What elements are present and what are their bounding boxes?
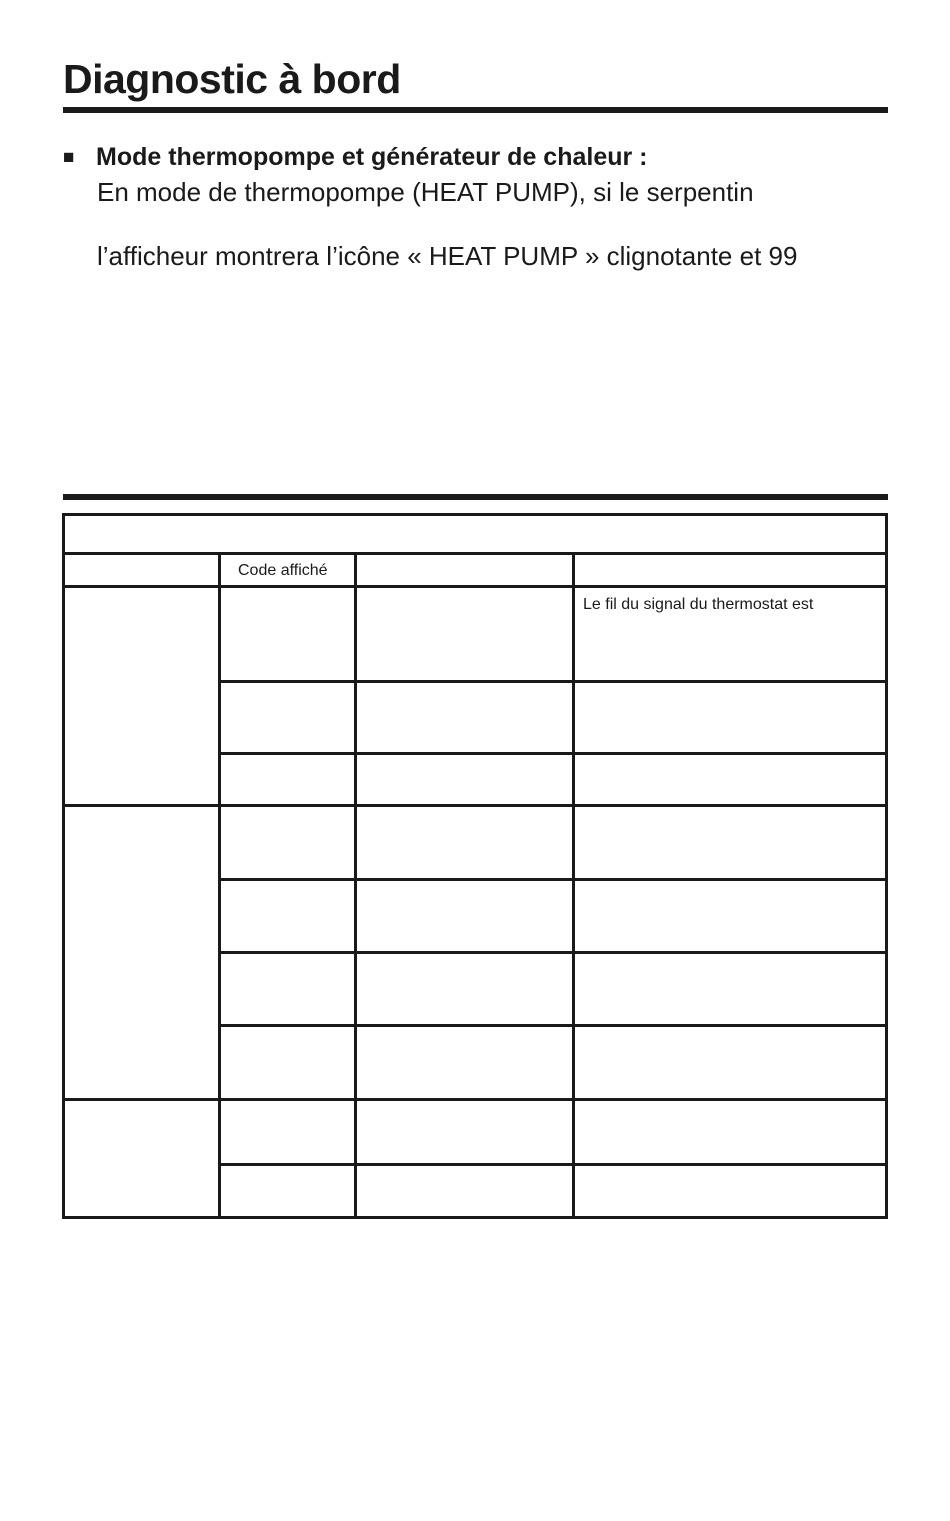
paragraph-line: l’afficheur montrera l’icône « HEAT PUMP » clignotante et 99 <box>97 241 798 271</box>
table-line <box>219 878 888 881</box>
table-border-top <box>62 513 888 516</box>
table-line <box>62 804 888 807</box>
table-line <box>219 1024 888 1027</box>
section-heading-text: Mode thermopompe et générateur de chaleur : <box>96 143 648 171</box>
table-border-bottom <box>62 1216 888 1219</box>
table-line <box>572 552 575 1218</box>
table-line <box>219 680 888 683</box>
table-cell-description: Le fil du signal du thermostat est <box>583 596 814 613</box>
table-line <box>354 552 357 1218</box>
table-line <box>62 1098 888 1101</box>
section-divider <box>63 494 888 500</box>
table-line <box>219 1163 888 1166</box>
table-line <box>218 552 221 1218</box>
page-title: Diagnostic à bord <box>63 56 401 102</box>
section-heading <box>63 142 648 172</box>
bullet-square-icon: ■ <box>63 147 75 168</box>
paragraph-line: En mode de thermopompe (HEAT PUMP), si le serpentin <box>97 177 754 207</box>
table-border-right <box>885 513 888 1219</box>
table-line <box>62 552 888 555</box>
table-line <box>219 951 888 954</box>
table-line <box>62 585 888 588</box>
title-divider <box>63 107 888 113</box>
table-border-left <box>62 513 65 1219</box>
table-line <box>219 752 888 755</box>
table-header-code: Code affiché <box>238 562 328 579</box>
